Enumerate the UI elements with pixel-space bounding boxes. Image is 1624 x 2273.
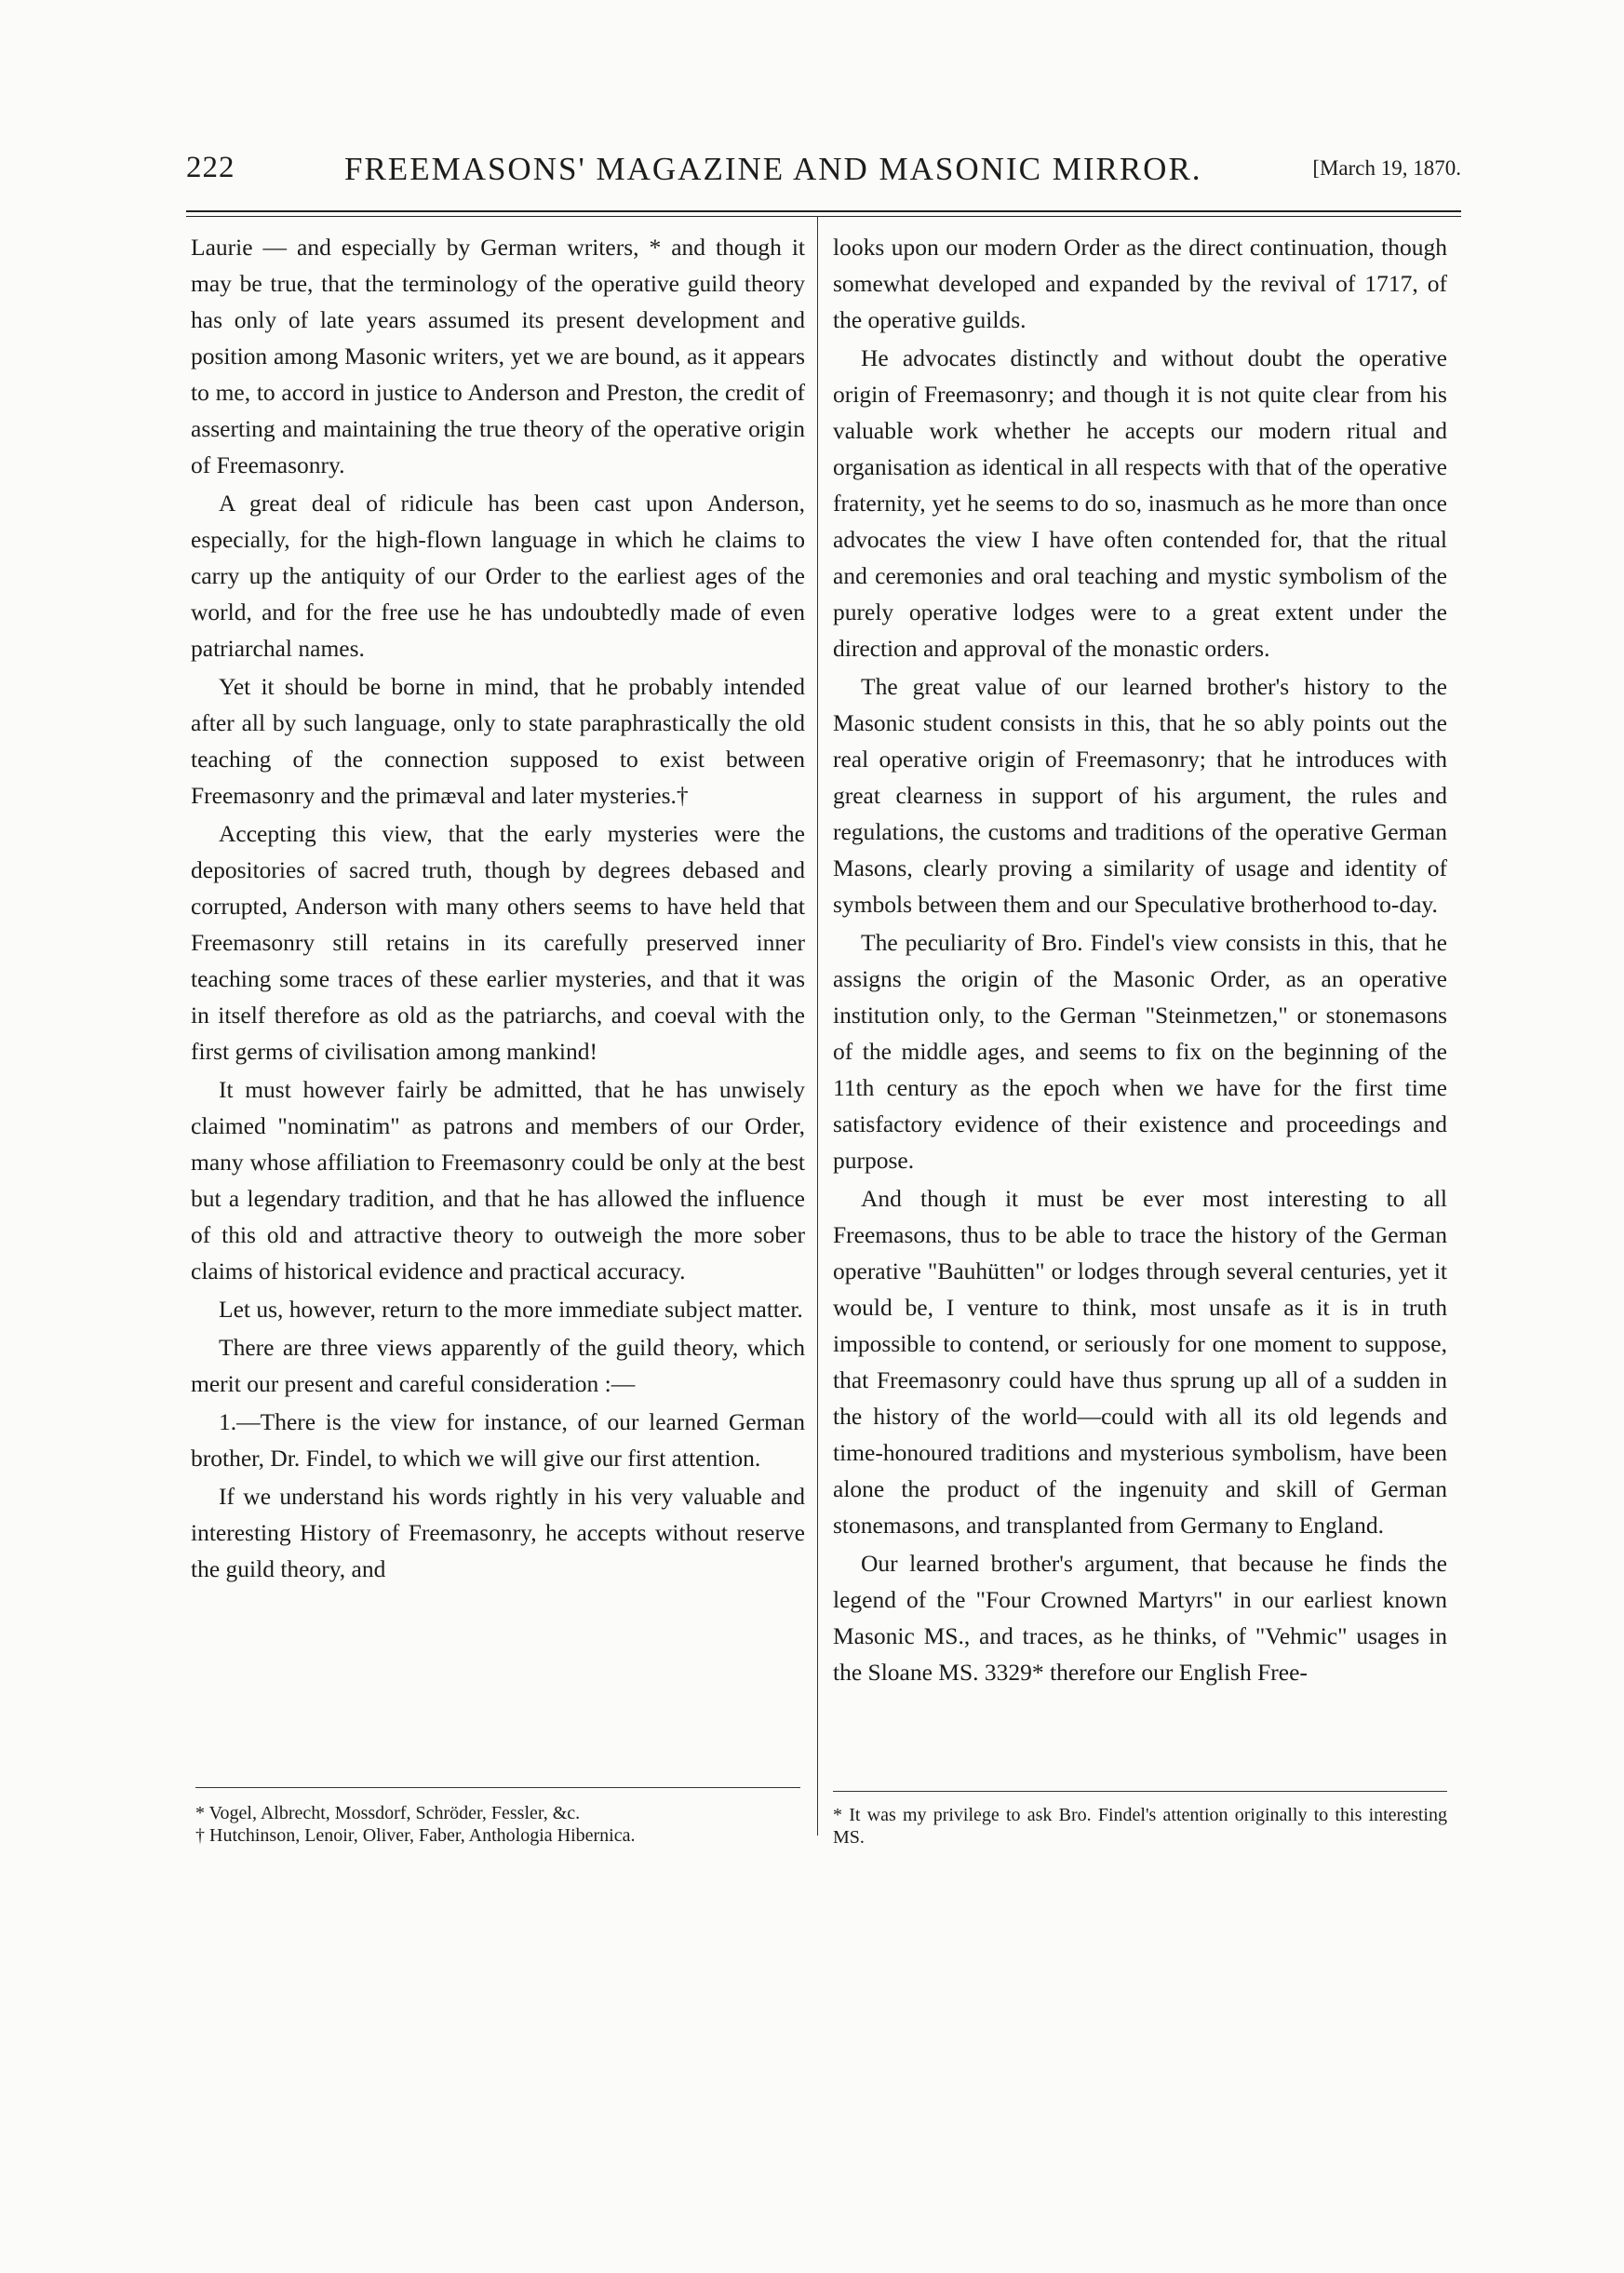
paragraph: 1.—There is the view for instance, of our learned German brother, Dr. Findel, to which we will give our first attention. [191,1408,805,1472]
footnotes-right [833,1804,1447,1849]
left-column [191,229,805,1587]
paragraph: Accepting this view, that the early mysteries were the depositories of sacred truth, though by degrees debased and corrupted, Anderson with many others seems to have held that Freemasonry still retains in its carefully preserved inner teaching some traces of these earlier mysteries, and that it was in itself therefore as old as the patriarchs, and coeval with the first germs of civilisation among mankind! [191,820,805,1065]
paragraph: Our learned brother's argument, that because he finds the legend of the "Four Crowned Martyrs" in our earliest known Masonic MS., and traces, as he thinks, of "Vehmic" usages in the Sloane MS. 3329* therefore our English Free- [833,1550,1447,1686]
paragraph: He advocates distinctly and without doubt the operative origin of Freemasonry; and though it is not quite clear from his valuable work whether he accepts our modern ritual and organisation as identical in all respects with that of the operative fraternity, yet he seems to do so, inasmuch as he more than once advocates the view I have often contended for, that the ritual and ceremonies and oral teaching and mystic symbolism of the purely operative lodges were to a great extent under the direction and approval of the monastic orders. [833,344,1447,662]
header-rule-thick [186,210,1461,212]
paragraph: If we understand his words rightly in his very valuable and interesting History of Freemasonry, he accepts without reserve the guild theory, and [191,1483,805,1582]
header-rule-thin [186,216,1461,217]
paragraph: The peculiarity of Bro. Findel's view consists in this, that he assigns the origin of the Masonic Order, as an operative institution only, to the German "Steinmetzen," or stonemasons of the middle ages, and seems to fix on the beginning of the 11th century as the epoch when we have for the first time satisfactory evidence of their existence and proceedings and purpose. [833,929,1447,1174]
footnotes-left [195,1802,800,1847]
paragraph: And though it must be ever most interesting to all Freemasons, thus to be able to trace the history of the German operative "Bauhütten" or lodges through several centuries, yet it would be, I venture to think, most unsafe as it is in truth impossible to contend, or seriously for one moment to suppose, that Freemasonry could have thus sprung up all of a sudden in the history of the world—could with all its old legends and time-honoured traditions and mysterious symbolism, have been alone the product of the ingenuity and skill of German stonemasons, and transplanted from Germany to England. [833,1185,1447,1539]
footnote-rule-left [195,1787,800,1788]
footnote-rule-right [833,1791,1447,1792]
footnote: * It was my privilege to ask Bro. Findel's attention originally to this interesting MS. [833,1805,1447,1848]
right-column [833,229,1447,1690]
page-number: 222 [186,151,235,184]
paragraph: Yet it should be borne in mind, that he probably intended after all by such language, only to state paraphrastically the old teaching of the connection supposed to exist between Freemasonry and the primæval and later mysteries.† [191,673,805,809]
paragraph: looks upon our modern Order as the direct continuation, though somewhat developed and expanded by the revival of 1717, of the operative guilds. [833,234,1447,333]
paragraph: There are three views apparently of the guild theory, which merit our present and careful consideration :— [191,1334,805,1397]
column-divider [817,216,818,1836]
footnote: * Vogel, Albrecht, Mossdorf, Schröder, Fessler, &c. [195,1803,581,1823]
issue-date: [March 19, 1870. [1312,156,1461,180]
paragraph: A great deal of ridicule has been cast upon Anderson, especially, for the high-flown language in which he claims to carry up the antiquity of our Order to the earliest ages of the world, and for the free use he has undoubtedly made of even patriarchal names. [191,490,805,662]
paragraph: Let us, however, return to the more immediate subject matter. [219,1296,803,1323]
paragraph: It must however fairly be admitted, that he has unwisely claimed "nominatim" as patrons and members of our Order, many whose affiliation to Freemasonry could be only at the best but a legendary tradition, and that he has allowed the influence of this old and attractive theory to outweigh the more sober claims of historical evidence and practical accuracy. [191,1076,805,1284]
running-header [186,151,1461,197]
publication-title: FREEMASONS' MAGAZINE AND MASONIC MIRROR. [344,151,1202,187]
paragraph: Laurie — and especially by German writers, * and though it may be true, that the terminology of the operative guild theory has only of late years assumed its present development and position among Masonic writers, yet we are bound, as it appears to me, to accord in justice to Anderson and Preston, the credit of asserting and maintaining the true theory of the operative origin of Freemasonry. [191,234,805,478]
footnote: † Hutchinson, Lenoir, Oliver, Faber, Anthologia Hibernica. [195,1825,636,1846]
paragraph: The great value of our learned brother's history to the Masonic student consists in this, that he so ably points out the real operative origin of Freemasonry; that he introduces with great clearness in support of his argument, the rules and regulations, the customs and traditions of the operative German Masons, clearly proving a similarity of usage and identity of symbols between them and our Speculative brotherhood to-day. [833,673,1447,918]
